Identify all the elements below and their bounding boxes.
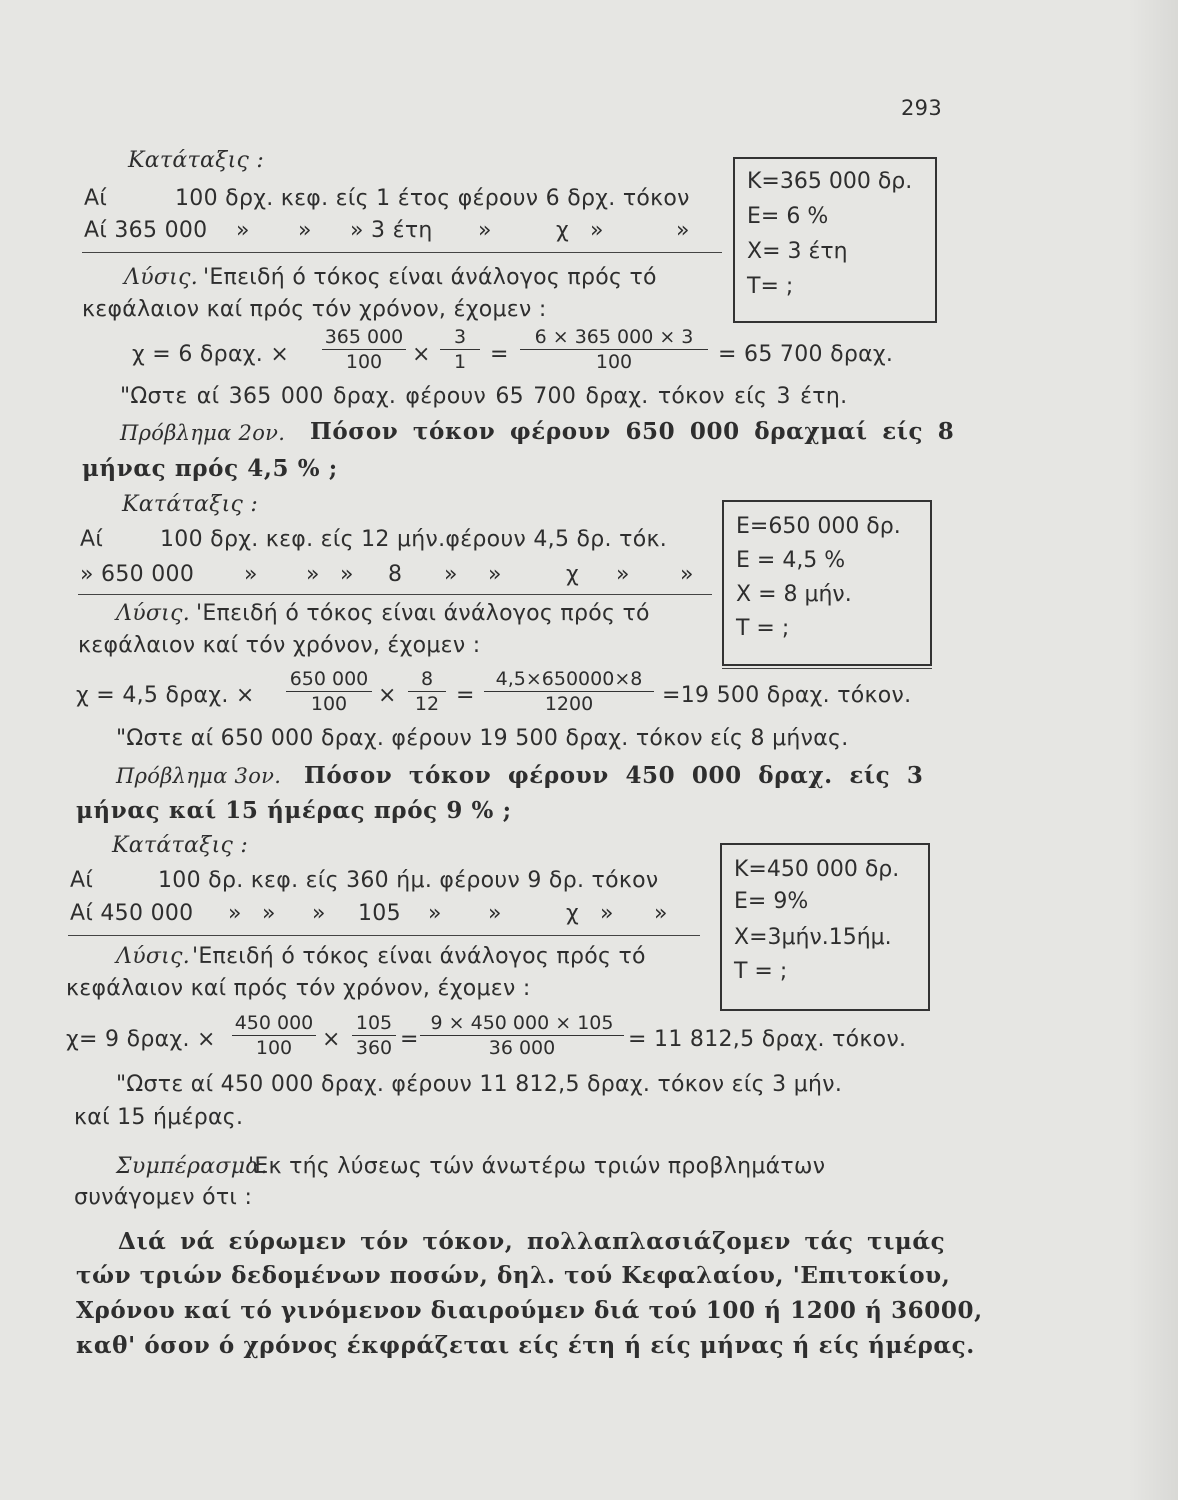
solution-label: Λύσις. [116, 601, 191, 626]
equation-result: = 11 812,5 δραχ. τόκον. [628, 1027, 907, 1052]
table-cell: » [236, 218, 250, 243]
problem-question: μήνας καί 15 ήμέρας πρός 9 % ; [76, 797, 512, 824]
equals-sign: = [456, 683, 475, 708]
box-line: E=650 000 δρ. [736, 514, 901, 539]
conclusion: "Ωστε αί 365 000 δραχ. φέρουν 65 700 δραχ. τόκον είς 3 έτη. [120, 384, 848, 409]
denominator: 1 [453, 351, 467, 373]
classification-heading: Κατάταξις : [128, 148, 265, 173]
solution-text: κεφάλαιον καί τόν χρόνον, έχομεν : [78, 633, 481, 658]
table-cell: » [298, 218, 312, 243]
numerator: 9 × 450 000 × 105 [420, 1012, 624, 1036]
table-cell: » [444, 562, 458, 587]
numerator: 450 000 [232, 1012, 316, 1036]
classification-heading: Κατάταξις : [122, 492, 259, 517]
table-cell: » [306, 562, 320, 587]
table-cell: χ [566, 562, 580, 587]
numerator: 8 [408, 668, 446, 692]
box-line: T = ; [734, 959, 788, 984]
numerator: 4,5×650000×8 [484, 668, 654, 692]
denominator: 100 [595, 351, 633, 373]
rule-statement: καθ' όσον ό χρόνος έκφράζεται είς έτη ή είς μήνας ή είς ήμέρας. [76, 1332, 975, 1359]
table-cell: 100 δρ. κεφ. είς 360 ήμ. φέρουν 9 δρ. τόκον [158, 868, 659, 893]
box-line: K=450 000 δρ. [734, 857, 900, 882]
table-rule [82, 252, 722, 253]
summary-text: 'Εκ τής λύσεως τών άνωτέρω τριών προβλημάτων [248, 1154, 826, 1179]
equals-sign: = [400, 1027, 419, 1052]
box-line: X= 3 έτη [747, 239, 848, 264]
solution-label: Λύσις. [116, 944, 191, 969]
fraction [352, 1012, 396, 1059]
table-cell: χ [566, 901, 580, 926]
table-cell: » [340, 562, 354, 587]
table-cell: » [590, 218, 604, 243]
problem-label: Πρόβλημα 2ον. [120, 421, 286, 445]
box-line: T = ; [736, 616, 790, 641]
page-edge-shade [1128, 0, 1178, 1500]
equation-lhs: χ= 9 δραχ. × [66, 1027, 216, 1052]
table-cell: » [228, 901, 242, 926]
equation-result: =19 500 δραχ. τόκον. [662, 683, 912, 708]
solution-text: 'Επειδή ό τόκος είναι άνάλογος πρός τό [196, 601, 650, 626]
data-box [733, 157, 937, 323]
fraction [520, 326, 708, 373]
table-cell: Αί 450 000 [70, 901, 194, 926]
table-cell: χ [556, 218, 570, 243]
denominator: 100 [345, 351, 383, 373]
table-rule [68, 935, 700, 936]
box-line: T= ; [747, 274, 794, 299]
table-rule [78, 594, 712, 595]
fraction [408, 668, 446, 715]
equals-sign: = [490, 342, 509, 367]
box-underline [722, 668, 932, 669]
table-cell: » [428, 901, 442, 926]
times-sign: × [322, 1027, 341, 1052]
table-cell: Αί [84, 186, 108, 211]
times-sign: × [412, 342, 431, 367]
times-sign: × [378, 683, 397, 708]
denominator: 12 [414, 693, 440, 715]
table-cell: » [488, 901, 502, 926]
page-number: 293 [901, 96, 942, 120]
table-cell: » [676, 218, 690, 243]
solution-text: 'Επειδή ό τόκος είναι άνάλογος πρός τό [192, 944, 646, 969]
fraction [484, 668, 654, 715]
table-cell: » 3 έτη [350, 218, 433, 243]
equation-lhs: χ = 4,5 δραχ. × [76, 683, 255, 708]
conclusion: "Ωστε αί 650 000 δραχ. φέρουν 19 500 δραχ. τόκον είς 8 μήνας. [116, 726, 849, 751]
denominator: 100 [255, 1037, 293, 1059]
rule-statement: Διά νά εύρωμεν τόν τόκον, πολλαπλασιάζομεν τάς τιμάς [118, 1228, 946, 1255]
table-cell: » [616, 562, 630, 587]
denominator: 36 000 [488, 1037, 556, 1059]
numerator: 6 × 365 000 × 3 [520, 326, 708, 350]
equation-result: = 65 700 δραχ. [718, 342, 894, 367]
box-line: E = 4,5 % [736, 548, 846, 573]
conclusion: καί 15 ήμέρας. [74, 1105, 244, 1130]
table-cell: » [680, 562, 694, 587]
table-cell: Αί [70, 868, 94, 893]
box-line: X = 8 μήν. [736, 582, 852, 607]
table-cell: » [312, 901, 326, 926]
numerator: 650 000 [286, 668, 372, 692]
numerator: 3 [440, 326, 480, 350]
fraction [232, 1012, 316, 1059]
box-line: K=365 000 δρ. [747, 169, 913, 194]
fraction [420, 1012, 624, 1059]
table-cell: 100 δρχ. κεφ. είς 1 έτος φέρουν 6 δρχ. τόκον [175, 186, 690, 211]
numerator: 365 000 [322, 326, 406, 350]
fraction [286, 668, 372, 715]
problem-question: Πόσον τόκον φέρουν 450 000 δραχ. είς 3 [304, 762, 924, 789]
table-cell: » [262, 901, 276, 926]
problem-question: μήνας πρός 4,5 % ; [82, 455, 338, 482]
solution-text: κεφάλαιον καί πρός τόν χρόνον, έχομεν : [66, 976, 531, 1001]
box-line: E= 9% [734, 889, 809, 914]
table-cell: » [654, 901, 668, 926]
denominator: 100 [310, 693, 348, 715]
classification-heading: Κατάταξις : [112, 833, 249, 858]
summary-label: Συμπέρασμα. [116, 1154, 268, 1179]
table-cell: » [600, 901, 614, 926]
numerator: 105 [352, 1012, 396, 1036]
table-cell: » [488, 562, 502, 587]
solution-text: κεφάλαιον καί πρός τόν χρόνον, έχομεν : [82, 297, 547, 322]
equation-lhs: χ = 6 δραχ. × [132, 342, 290, 367]
box-line: E= 6 % [747, 204, 829, 229]
table-cell: 100 δρχ. κεφ. είς 12 μήν.φέρουν 4,5 δρ. τόκ. [160, 527, 668, 552]
fraction [322, 326, 406, 373]
conclusion: "Ωστε αί 450 000 δραχ. φέρουν 11 812,5 δραχ. τόκον είς 3 μήν. [116, 1072, 843, 1097]
summary-text: συνάγομεν ότι : [74, 1185, 253, 1210]
table-cell: 105 [358, 901, 401, 926]
data-box [722, 500, 932, 666]
rule-statement: τών τριών δεδομένων ποσών, δηλ. τού Κεφαλαίου, 'Επιτοκίου, [76, 1262, 951, 1289]
table-cell: » [478, 218, 492, 243]
problem-label: Πρόβλημα 3ον. [116, 764, 282, 788]
table-cell: Αί 365 000 [84, 218, 208, 243]
fraction [440, 326, 480, 373]
table-cell: » [244, 562, 258, 587]
denominator: 1200 [544, 693, 594, 715]
rule-statement: Χρόνου καί τό γινόμενον διαιρούμεν διά τού 100 ή 1200 ή 36000, [76, 1297, 983, 1324]
denominator: 360 [355, 1037, 393, 1059]
table-cell: » 650 000 [80, 562, 195, 587]
solution-label: Λύσις. [124, 265, 199, 290]
table-cell: 8 [388, 562, 403, 587]
table-cell: Αί [80, 527, 104, 552]
problem-question: Πόσον τόκον φέρουν 650 000 δραχμαί είς 8 [310, 418, 955, 445]
solution-text: 'Επειδή ό τόκος είναι άνάλογος πρός τό [203, 265, 657, 290]
data-box [720, 843, 930, 1011]
box-line: X=3μήν.15ήμ. [734, 925, 892, 950]
